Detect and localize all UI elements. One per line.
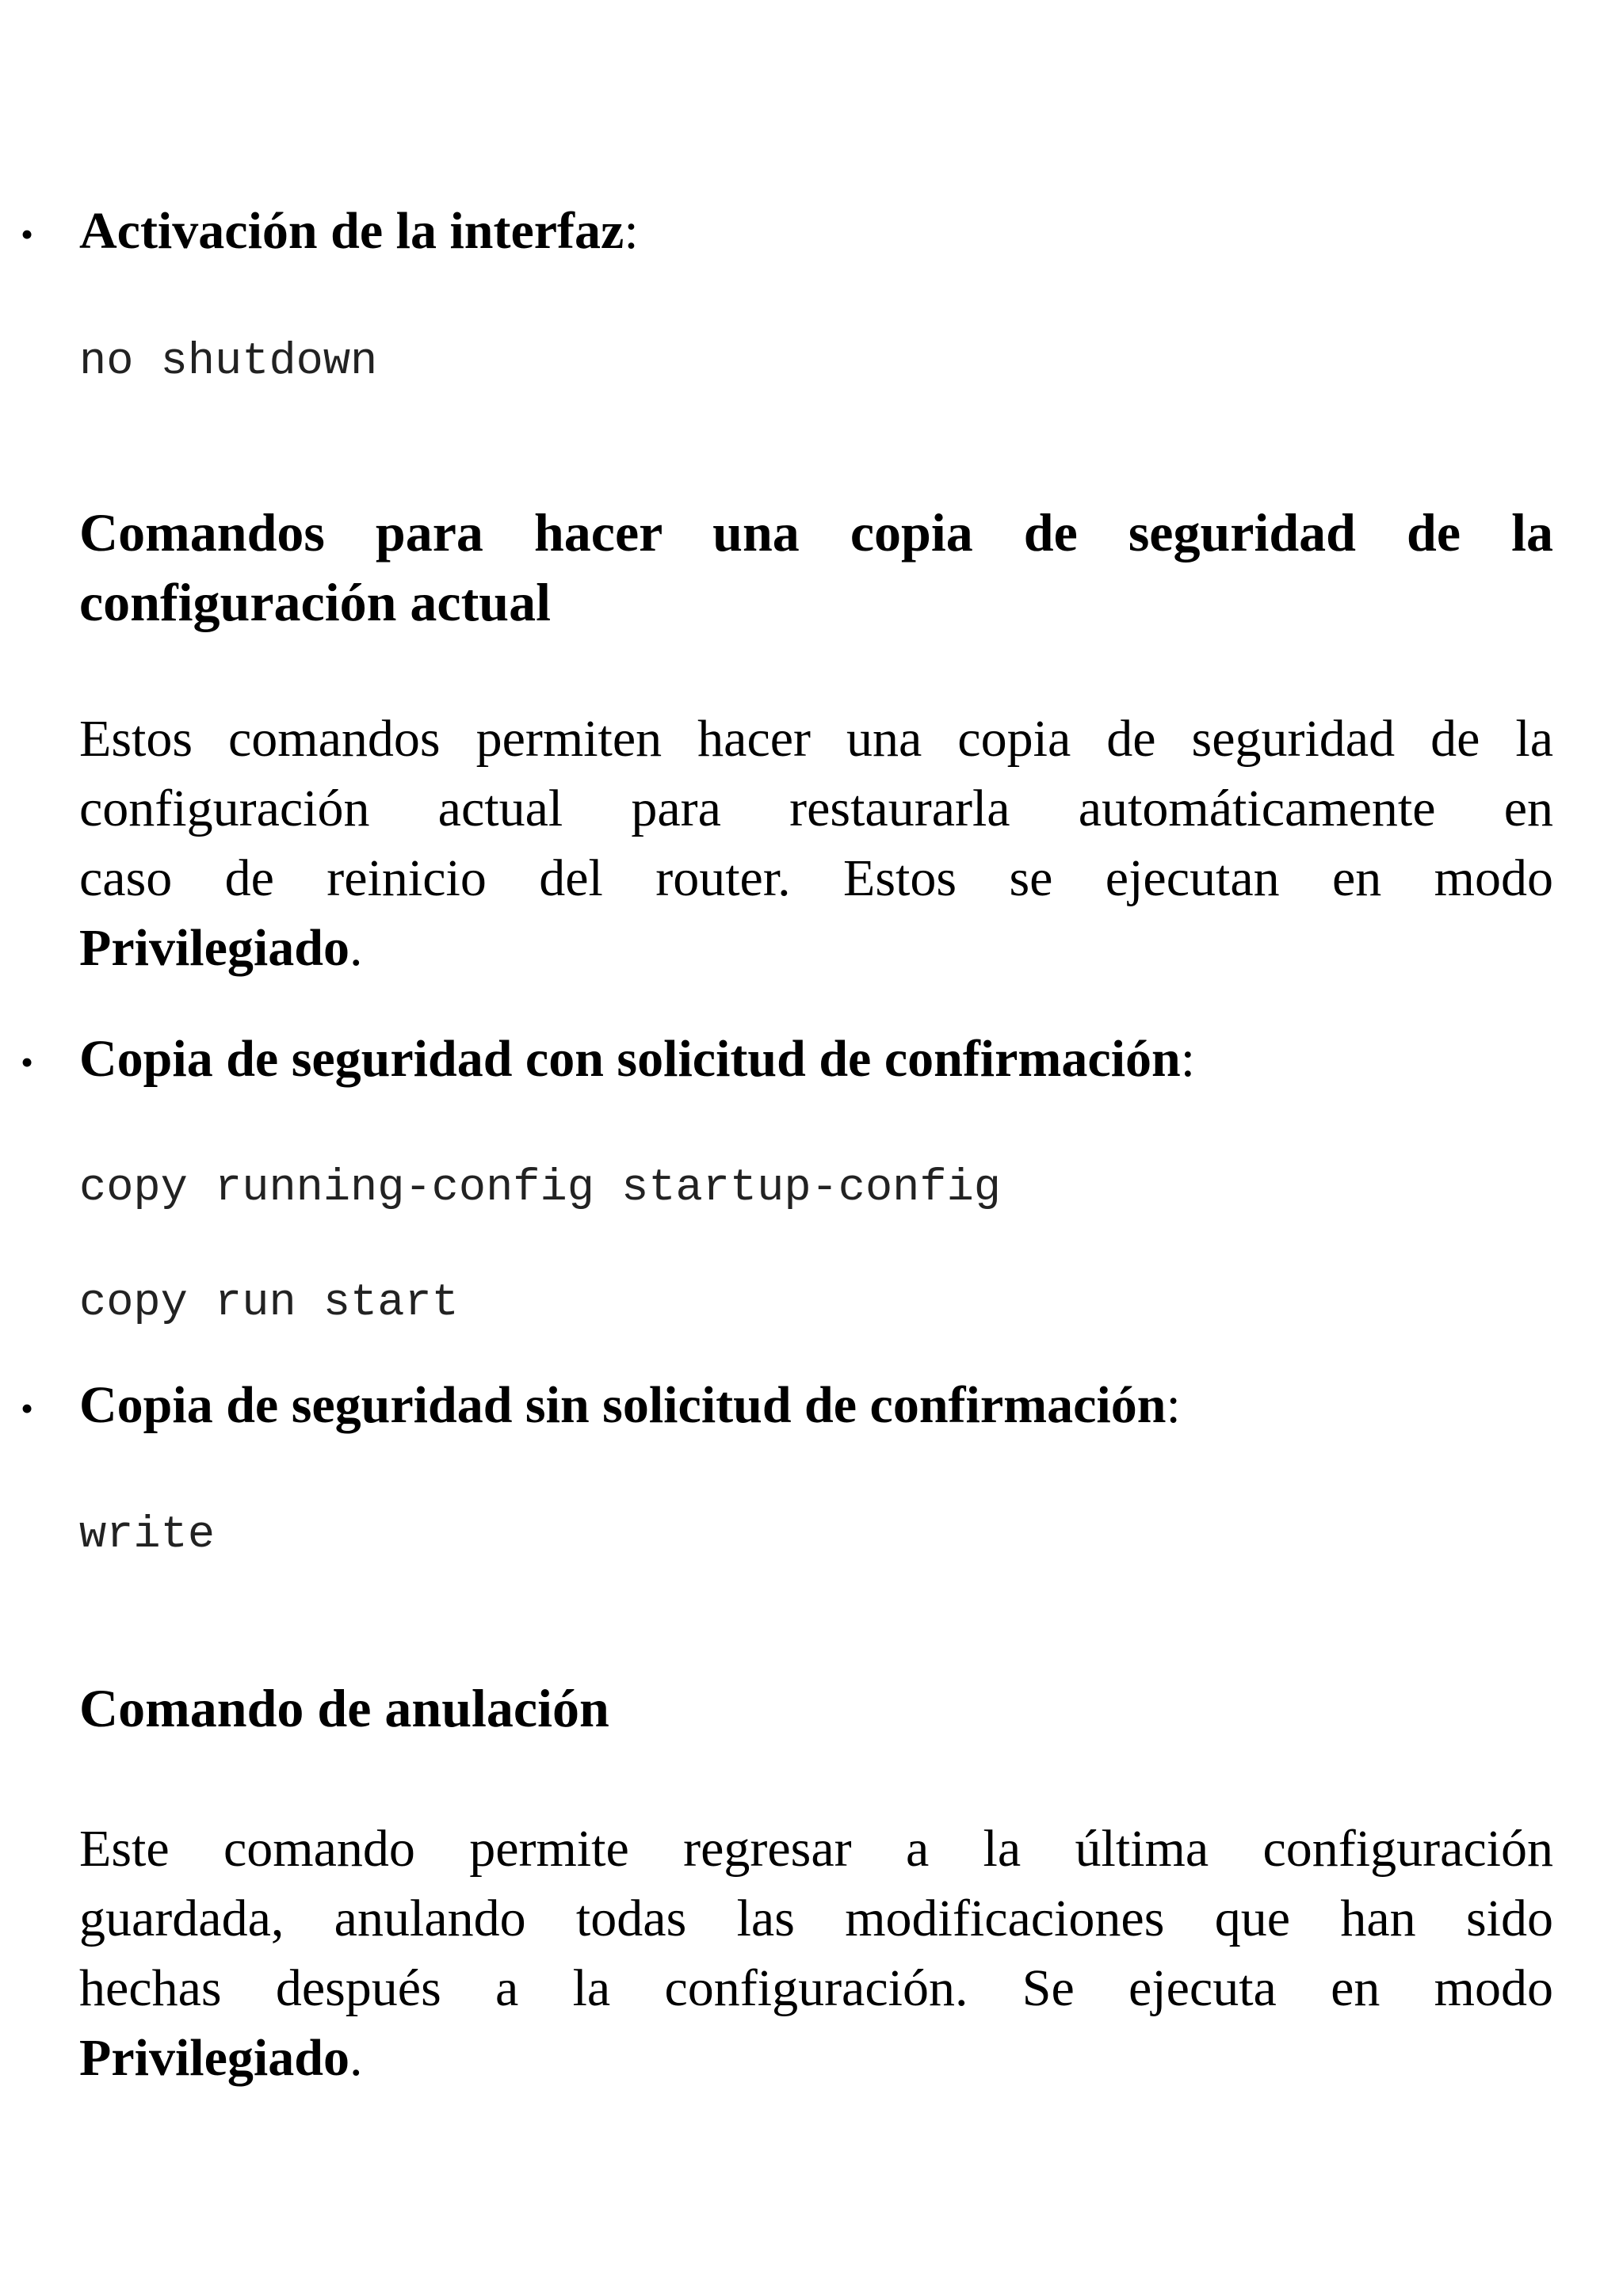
paragraph-line: guardada, anulando todas las modificaciones que han sido <box>79 1890 1553 1947</box>
paragraph-line: Estos comandos permiten hacer una copia de seguridad de la <box>79 710 1553 768</box>
paragraph-line: configuración actual para restaurarla automáticamente en <box>79 780 1553 837</box>
section-paragraph-undo <box>79 1814 1553 2093</box>
bullet-title: Copia de seguridad sin solicitud de confirmación <box>79 1376 1167 1434</box>
bullet-icon: • <box>21 1388 34 1428</box>
paragraph-line: hechas después a la configuración. Se ejecuta en modo <box>79 1959 1553 2017</box>
bullet-item-backup-without-confirmation <box>21 1371 1553 1440</box>
paragraph-line: caso de reinicio del router. Estos se ejecutan en modo <box>79 849 1553 907</box>
command-line: write <box>79 1510 216 1561</box>
bullet-item-backup-with-confirmation <box>21 1024 1553 1094</box>
bullet-icon: • <box>21 214 34 254</box>
bullet-suffix: : <box>1166 1376 1181 1434</box>
command-line: copy run start <box>79 1278 459 1329</box>
bullet-icon: • <box>21 1042 34 1082</box>
bullet-item-activation <box>21 196 1553 266</box>
mode-label: Privilegiado <box>79 919 349 977</box>
command-line: copy running-config startup-config <box>79 1163 1001 1214</box>
heading-line: Comando de anulación <box>79 1678 609 1738</box>
document-page <box>21 0 1553 2296</box>
section-heading-undo <box>79 1673 1553 1743</box>
mode-label: Privilegiado <box>79 2029 349 2087</box>
command-line: no shutdown <box>79 337 378 387</box>
section-paragraph-backup <box>79 704 1553 983</box>
paragraph-line-mode <box>79 913 1553 983</box>
bullet-suffix: : <box>1180 1030 1196 1088</box>
heading-line: configuración actual <box>79 572 551 632</box>
mode-suffix: . <box>349 2029 363 2087</box>
bullet-suffix: : <box>624 202 639 260</box>
heading-line: Comandos para hacer una copia de seguridad de la <box>79 502 1553 563</box>
bullet-title: Copia de seguridad con solicitud de confirmación <box>79 1030 1181 1088</box>
paragraph-line: Este comando permite regresar a la última configuración <box>79 1820 1553 1878</box>
paragraph-line-mode <box>79 2023 1553 2093</box>
section-heading-backup <box>79 498 1553 637</box>
mode-suffix: . <box>349 919 363 977</box>
bullet-title: Activación de la interfaz <box>79 202 624 260</box>
